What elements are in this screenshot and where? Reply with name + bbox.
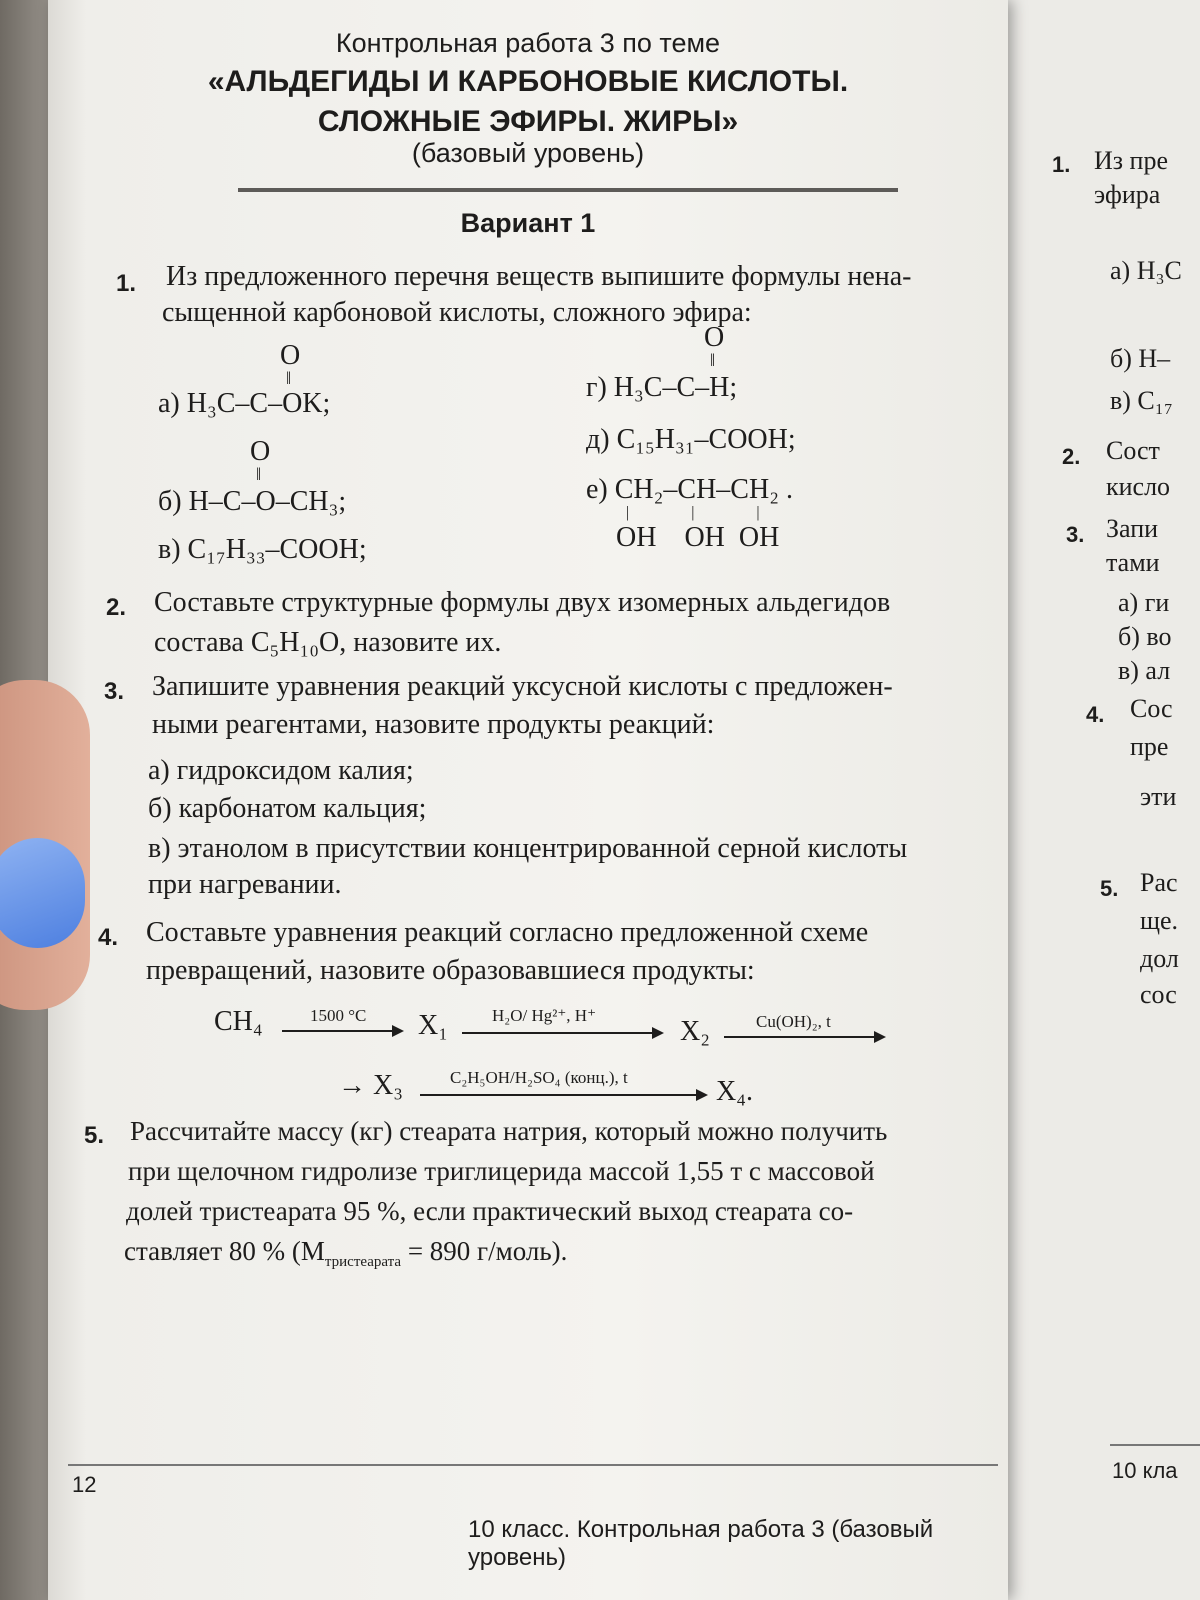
- formula-g-oxygen: O: [704, 322, 725, 353]
- right-text: 5.: [1100, 876, 1119, 901]
- question-3-option-b: б) карбонатом кальция;: [148, 793, 427, 824]
- right-text: Рас: [1140, 868, 1178, 897]
- scheme-arrow-3: [724, 1036, 884, 1038]
- scheme-x1: X₁: [418, 1010, 448, 1041]
- question-3-line-2: ными реагентами, назовите продукты реакций:: [152, 709, 715, 740]
- scheme-x3: → X₃: [338, 1070, 403, 1101]
- right-footer-rule: [1110, 1444, 1200, 1446]
- question-4-line-1: Составьте уравнения реакций согласно предложенной схеме: [146, 917, 869, 948]
- right-text: б) H–: [1110, 344, 1171, 373]
- right-text: ще.: [1140, 906, 1179, 935]
- question-5-number: 5.: [84, 1122, 105, 1149]
- right-text: тами: [1106, 548, 1160, 577]
- formula-b: б) H–C–O–CH₃;: [158, 486, 347, 517]
- scheme-condition-3: Cu(OH)₂, t: [756, 1012, 831, 1031]
- right-text: 4.: [1086, 702, 1105, 727]
- question-5-line-4-a: ставляет 80 % (M: [124, 1236, 325, 1266]
- right-text: эфира: [1094, 180, 1161, 209]
- formula-a: а) H₃C–C–OK;: [158, 388, 331, 419]
- title-line-3: СЛОЖНЫЕ ЭФИРЫ. ЖИРЫ»: [317, 105, 739, 138]
- right-text: 1.: [1052, 152, 1071, 177]
- formula-e-hydroxyls: OH OH OH: [616, 522, 780, 553]
- right-text: а) ги: [1118, 588, 1170, 617]
- right-text: а) H₃C: [1110, 256, 1182, 285]
- title-level: (базовый уровень): [411, 138, 645, 168]
- question-3-option-a: а) гидроксидом калия;: [148, 755, 414, 786]
- right-text: Сост: [1106, 436, 1160, 465]
- right-text: в) C₁₇: [1110, 386, 1173, 415]
- formula-g: г) H₃C–C–H;: [586, 372, 738, 403]
- scheme-arrow-4: [420, 1094, 706, 1096]
- question-5-line-4-b: = 890 г/моль).: [401, 1236, 568, 1266]
- question-1-number: 1.: [116, 270, 137, 297]
- question-2-line-2: состава C₅H₁₀O, назовите их.: [154, 627, 502, 658]
- formula-e: е) CH₂–CH–CH₂ .: [586, 474, 793, 505]
- question-3-number: 3.: [104, 678, 125, 705]
- question-3-option-v: в) этанолом в присутствии концентрированной серной кислоты: [148, 833, 908, 864]
- footer-text: 10 класс. Контрольная работа 3 (базовый уровень): [468, 1516, 934, 1571]
- right-text: 3.: [1066, 522, 1085, 547]
- formula-v: в) C₁₇H₃₃–COOH;: [158, 534, 367, 565]
- right-footer: 10 кла: [1112, 1458, 1178, 1483]
- formula-a-oxygen: O: [280, 340, 301, 371]
- scheme-condition-1: 1500 °C: [310, 1006, 367, 1025]
- fingernail: [0, 838, 85, 948]
- right-text: Запи: [1106, 514, 1159, 543]
- right-text: сос: [1140, 980, 1177, 1009]
- page-number: 12: [72, 1472, 97, 1497]
- right-text: пре: [1130, 732, 1169, 761]
- scheme-condition-4: C₂H₅OH/H₂SO₄ (конц.), t: [450, 1068, 628, 1087]
- question-4-number: 4.: [98, 924, 119, 951]
- main-page: [48, 0, 1008, 1600]
- right-text: кисло: [1106, 472, 1171, 501]
- right-text: эти: [1140, 782, 1177, 811]
- formula-a-double-bond: ‖: [286, 368, 292, 388]
- scheme-condition-2: H₂O/ Hg²⁺, H⁺: [492, 1006, 597, 1025]
- right-page: [990, 0, 1200, 1600]
- footer-divider: [68, 1464, 998, 1466]
- scheme-arrow-2: [462, 1032, 662, 1034]
- question-1-line-2: сыщенной карбоновой кислоты, сложного эфира:: [162, 297, 752, 328]
- question-1-line-1: Из предложенного перечня веществ выпишите формулы нена-: [166, 261, 912, 292]
- title-line-1: Контрольная работа 3 по теме: [335, 28, 721, 58]
- variant-title: Вариант 1: [460, 208, 596, 238]
- question-5-subscript: тристеарата: [324, 1254, 402, 1270]
- question-3-line-1: Запишите уравнения реакций уксусной кислоты с предложен-: [152, 671, 893, 702]
- formula-d: д) C₁₅H₃₁–COOH;: [586, 424, 796, 455]
- scheme-x2: X₂: [680, 1016, 710, 1047]
- question-2-number: 2.: [106, 594, 127, 621]
- right-text: в) ал: [1118, 656, 1171, 685]
- right-text: 2.: [1062, 444, 1081, 469]
- right-text: дол: [1140, 944, 1179, 973]
- right-text: б) во: [1118, 622, 1172, 651]
- formula-g-double-bond: ‖: [710, 350, 716, 370]
- scheme-ch4: CH₄: [214, 1006, 263, 1037]
- question-5-line-2: при щелочном гидролизе триглицерида массой 1,55 т с массовой: [128, 1156, 875, 1186]
- scheme-x4: X₄.: [716, 1076, 753, 1107]
- formula-b-double-bond: ‖: [256, 464, 262, 484]
- formula-e-bonds: |||: [626, 504, 822, 521]
- title-divider: [238, 188, 898, 192]
- question-5-line-1: Рассчитайте массу (кг) стеарата натрия, который можно получить: [130, 1116, 888, 1146]
- scheme-arrow-1: [282, 1030, 402, 1032]
- title-line-2: «АЛЬДЕГИДЫ И КАРБОНОВЫЕ КИСЛОТЫ.: [207, 65, 849, 98]
- question-2-line-1: Составьте структурные формулы двух изомерных альдегидов: [154, 587, 891, 618]
- question-5-line-3: долей тристеарата 95 %, если практический выход стеарата со-: [126, 1196, 854, 1226]
- right-text: Из пре: [1094, 146, 1169, 175]
- formula-b-oxygen: O: [250, 436, 271, 467]
- question-3-option-v-cont: при нагревании.: [148, 869, 342, 900]
- question-4-line-2: превращений, назовите образовавшиеся продукты:: [146, 955, 755, 986]
- question-5-line-4: [124, 1232, 567, 1281]
- right-text: Сос: [1130, 694, 1173, 723]
